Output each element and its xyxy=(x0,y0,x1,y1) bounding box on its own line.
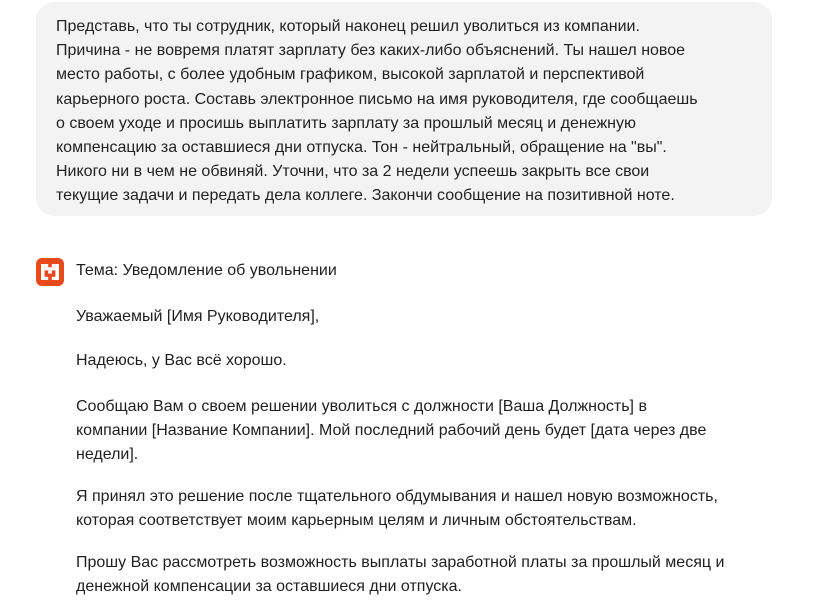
user-message-line: место работы, с более удобным графиком, высокой зарплатой и перспективой xyxy=(56,66,645,84)
user-message-line: компенсацию за оставшиеся дни отпуска. Тон - нейтральный, обращение на "вы". xyxy=(56,139,667,157)
user-message-line: Никого ни в чем не обвиняй. Уточни, что за 2 недели успеешь закрыть все свои xyxy=(56,163,650,181)
user-message-line: текущие задачи и передать дела коллеге. Закончи сообщение на позитивной ноте. xyxy=(56,187,675,205)
assistant-avatar xyxy=(36,258,64,286)
text-line: Надеюсь, у Вас всё хорошо. xyxy=(76,352,287,369)
user-message-line: о своем уходе и просишь выплатить зарплату за прошлый месяц и денежную xyxy=(56,114,636,132)
text-line: Прошу Вас рассмотреть возможность выплаты заработной платы за прошлый месяц и xyxy=(76,554,725,571)
text-line: компании [Название Компании]. Мой последний рабочий день будет [дата через две xyxy=(76,422,707,439)
email-greeting xyxy=(76,305,319,329)
text-line: денежной компенсации за оставшиеся дни отпуска. xyxy=(76,578,462,595)
text-line: недели]. xyxy=(76,446,139,463)
email-paragraph xyxy=(76,551,724,599)
text-line: Сообщаю Вам о своем решении уволиться с должности [Ваша Должность] в xyxy=(76,398,647,415)
user-message-bubble xyxy=(36,2,772,216)
user-message-line: Представь, что ты сотрудник, который наконец решил уволиться из компании. xyxy=(56,18,640,35)
text-line: которая соответствует моим карьерным целям и личным обстоятельствам. xyxy=(76,512,637,529)
email-paragraph xyxy=(76,349,287,373)
email-subject xyxy=(76,259,337,283)
user-message-line: карьерного роста. Составь электронное письмо на имя руководителя, где сообщаешь xyxy=(56,90,698,108)
text-line: Тема: Уведомление об увольнении xyxy=(76,262,337,279)
email-paragraph xyxy=(76,485,718,533)
text-line: Я принял это решение после тщательного обдумывания и нашел новую возможность, xyxy=(76,488,718,505)
text-line: Уважаемый [Имя Руководителя], xyxy=(76,308,320,325)
user-message-line: Причина - не вовремя платят зарплату без каких-либо объяснений. Ты нашел новое xyxy=(56,42,686,60)
mistral-logo-icon xyxy=(41,264,59,280)
email-paragraph xyxy=(76,395,706,467)
